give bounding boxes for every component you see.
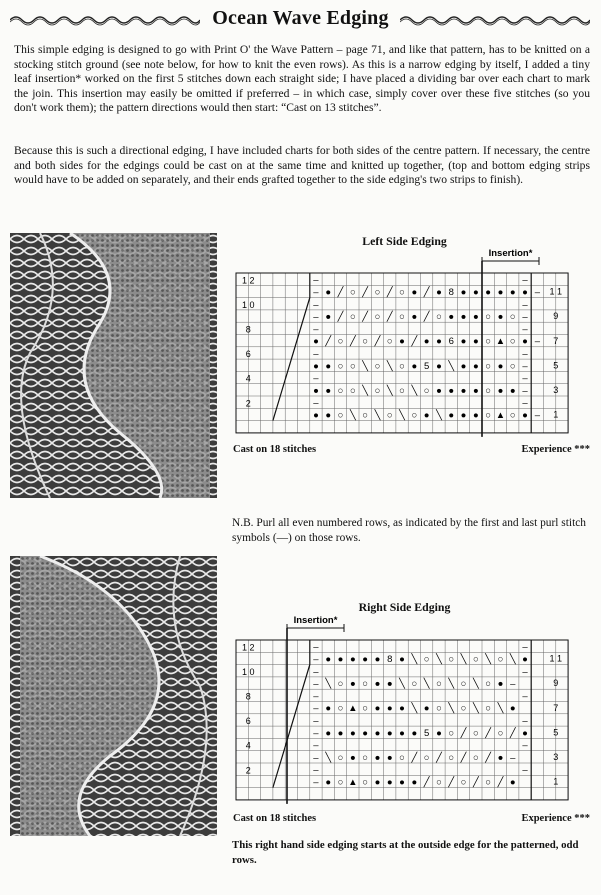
left-purl-symbol: – <box>313 397 319 409</box>
left-stitch-symbol: 6 <box>448 336 454 348</box>
left-stitch-symbol: ╱ <box>386 286 393 298</box>
left-purl-symbol: – <box>313 299 319 311</box>
right-stitch-symbol: ● <box>399 703 405 715</box>
right-purl-symbol: – <box>313 690 319 702</box>
left-stitch-symbol: ● <box>313 385 319 397</box>
lace-photo-left-edging <box>10 233 217 498</box>
right-stitch-symbol: – <box>510 678 516 690</box>
right-row-label-left: 1 2 <box>242 642 255 653</box>
left-row-label-right: 3 <box>553 385 559 395</box>
right-stitch-symbol: ● <box>374 653 381 665</box>
right-stitch-symbol: ○ <box>362 752 369 764</box>
right-purl-symbol: – <box>522 715 528 727</box>
left-stitch-symbol: – <box>534 286 540 298</box>
left-purl-symbol: – <box>313 274 319 286</box>
right-stitch-symbol: ╲ <box>399 678 405 690</box>
left-stitch-symbol: ● <box>460 360 467 372</box>
right-row-label-left: 2 <box>245 765 251 776</box>
right-cast-on-caption: Cast on 18 stitches <box>233 813 317 824</box>
left-stitch-symbol: ● <box>313 409 319 421</box>
right-stitch-symbol: ● <box>522 727 528 739</box>
left-stitch-symbol: – <box>313 286 319 298</box>
left-stitch-symbol: 5 <box>424 360 430 372</box>
left-stitch-symbol: ● <box>436 385 442 397</box>
left-stitch-symbol: ╱ <box>362 286 369 298</box>
left-stitch-symbol: ● <box>313 360 319 372</box>
right-stitch-symbol: ○ <box>337 752 344 764</box>
right-stitch-symbol: ▲ <box>348 776 358 788</box>
left-purl-symbol: – <box>522 323 528 335</box>
left-stitch-symbol: ╱ <box>423 286 430 298</box>
left-stitch-symbol: ● <box>448 311 455 323</box>
left-stitch-symbol: ▲ <box>495 336 506 348</box>
left-stitch-symbol: ● <box>411 286 418 298</box>
right-stitch-symbol: ╲ <box>448 703 455 715</box>
left-row-label-left: 1 0 <box>242 299 255 310</box>
left-stitch-symbol: ● <box>472 336 479 348</box>
left-stitch-symbol: ○ <box>509 360 516 372</box>
left-stitch-symbol: ╱ <box>362 311 369 323</box>
left-stitch-symbol: ● <box>472 311 479 323</box>
right-stitch-symbol: ○ <box>448 727 455 739</box>
left-row-label-right: 5 <box>553 360 559 371</box>
right-stitch-symbol: ○ <box>337 703 344 715</box>
right-stitch-symbol: ● <box>374 703 381 715</box>
right-stitch-symbol: ○ <box>337 678 344 690</box>
left-stitch-symbol: ● <box>423 336 430 348</box>
right-stitch-symbol: ● <box>386 727 393 739</box>
right-stitch-symbol: ● <box>349 653 356 665</box>
left-purl-symbol: – <box>313 348 319 360</box>
left-stitch-symbol: ○ <box>485 311 492 323</box>
left-stitch-symbol: ○ <box>337 409 344 421</box>
right-stitch-symbol: ○ <box>423 752 430 764</box>
left-experience-caption: Experience *** <box>521 444 590 455</box>
second-paragraph: Because this is such a directional edging, I have included charts for both sides of the centre pattern. If necessary, the centre and both sides for the edgings could be cast on at the same time and knitted up together, (top and bottom edging strips would have to be added on separately, and their ends grafted together to the side edging's two strips to finish). <box>14 144 590 187</box>
left-stitch-symbol: ╱ <box>337 311 344 323</box>
left-stitch-symbol: ○ <box>362 336 369 348</box>
left-row-label-left: 8 <box>245 324 251 335</box>
left-row-label-left: 6 <box>245 349 251 360</box>
left-stitch-symbol: ○ <box>485 360 492 372</box>
right-stitch-symbol: ╲ <box>509 653 516 665</box>
left-stitch-symbol: ╱ <box>423 311 430 323</box>
right-stitch-symbol: ● <box>436 727 442 739</box>
right-stitch-symbol: ╱ <box>460 752 467 764</box>
right-stitch-symbol: ● <box>399 653 405 665</box>
right-chart-title: Right Side Edging <box>358 600 451 614</box>
right-stitch-symbol: ╱ <box>423 776 430 788</box>
left-stitch-symbol: ● <box>325 360 332 372</box>
left-stitch-symbol: ╲ <box>374 409 381 421</box>
left-stitch-symbol: ● <box>423 409 430 421</box>
left-stitch-symbol: ○ <box>509 409 516 421</box>
right-stitch-symbol: – <box>313 776 319 788</box>
right-stitch-symbol: ○ <box>362 703 369 715</box>
right-stitch-symbol: ● <box>399 727 405 739</box>
right-experience-caption: Experience *** <box>521 813 590 824</box>
left-knitting-chart <box>232 247 577 443</box>
left-stitch-symbol: ○ <box>399 311 405 323</box>
left-stitch-symbol: – <box>534 409 540 421</box>
left-stitch-symbol: ╱ <box>337 286 344 298</box>
left-stitch-symbol: ○ <box>399 385 405 397</box>
left-stitch-symbol: ○ <box>386 409 393 421</box>
right-stitch-symbol: ● <box>362 653 369 665</box>
left-stitch-symbol: ● <box>497 286 504 298</box>
left-row-label-left: 1 2 <box>242 275 255 286</box>
wave-ornament-right-icon <box>400 14 590 26</box>
left-stitch-symbol: ▲ <box>495 409 506 421</box>
left-stitch-symbol: – <box>522 385 528 397</box>
left-stitch-symbol: ● <box>411 311 418 323</box>
right-stitch-symbol: ● <box>386 703 393 715</box>
right-stitch-symbol: ╱ <box>460 727 467 739</box>
left-row-label-left: 2 <box>245 398 251 409</box>
right-stitch-symbol: ○ <box>337 776 344 788</box>
right-stitch-symbol: ● <box>374 727 381 739</box>
left-purl-symbol: – <box>313 373 319 385</box>
right-stitch-symbol: ● <box>325 703 332 715</box>
right-stitch-symbol: ╲ <box>497 703 504 715</box>
left-stitch-symbol: ● <box>448 385 455 397</box>
left-stitch-symbol: ╱ <box>374 336 381 348</box>
right-purl-symbol: – <box>313 764 319 776</box>
right-stitch-symbol: ○ <box>460 678 467 690</box>
left-stitch-symbol: ╱ <box>411 336 418 348</box>
left-purl-symbol: – <box>522 299 528 311</box>
right-stitch-symbol: 5 <box>424 727 430 739</box>
left-stitch-symbol: ╲ <box>386 385 393 397</box>
right-stitch-symbol: ╱ <box>411 752 418 764</box>
left-stitch-symbol: ● <box>509 385 516 397</box>
right-stitch-symbol: ╱ <box>509 727 516 739</box>
right-purl-symbol: – <box>313 740 319 752</box>
left-row-label-right: 1 1 <box>549 286 563 297</box>
right-stitch-symbol: ● <box>411 776 418 788</box>
right-row-label-left: 4 <box>245 740 251 751</box>
left-stitch-symbol: ╲ <box>411 385 418 397</box>
left-stitch-symbol: ● <box>485 286 492 298</box>
right-stitch-symbol: ╲ <box>325 752 332 764</box>
purl-note: N.B. Purl all even numbered rows, as indicated by the first and last purl stitch symbols (—) on those rows. <box>232 517 586 544</box>
left-stitch-symbol: ○ <box>386 336 393 348</box>
right-stitch-symbol: ○ <box>485 703 492 715</box>
right-stitch-symbol: ○ <box>497 653 504 665</box>
right-stitch-symbol: ╲ <box>472 703 479 715</box>
right-stitch-symbol: ○ <box>399 752 405 764</box>
left-stitch-symbol: ╲ <box>386 360 393 372</box>
right-edge-note: This right hand side edging starts at the outside edge for the patterned, odd rows. <box>232 839 579 866</box>
right-stitch-symbol: ● <box>374 752 381 764</box>
right-stitch-symbol: ● <box>411 727 418 739</box>
left-stitch-symbol: ╱ <box>325 336 332 348</box>
right-stitch-symbol: ○ <box>436 776 442 788</box>
right-purl-symbol: – <box>313 666 319 678</box>
right-stitch-symbol: ○ <box>485 678 492 690</box>
right-stitch-symbol: ╲ <box>485 653 492 665</box>
right-stitch-symbol: 8 <box>387 653 393 665</box>
left-stitch-symbol: ● <box>460 409 467 421</box>
right-stitch-symbol: ╲ <box>411 703 418 715</box>
left-stitch-symbol: – <box>522 311 528 323</box>
left-stitch-symbol: – <box>522 360 528 372</box>
left-stitch-symbol: ○ <box>337 336 344 348</box>
right-stitch-symbol: ● <box>349 752 356 764</box>
left-stitch-symbol: ╲ <box>362 360 369 372</box>
left-stitch-symbol: ╱ <box>386 311 393 323</box>
left-stitch-symbol: ● <box>522 409 528 421</box>
left-stitch-symbol: ○ <box>509 311 516 323</box>
left-stitch-symbol: ○ <box>399 286 405 298</box>
right-stitch-symbol: ○ <box>362 776 369 788</box>
left-stitch-symbol: ● <box>325 311 332 323</box>
left-stitch-symbol: ○ <box>374 385 381 397</box>
right-stitch-symbol: ● <box>509 776 516 788</box>
right-stitch-symbol: ● <box>325 727 332 739</box>
right-stitch-symbol: ○ <box>472 752 479 764</box>
right-stitch-symbol: ● <box>349 727 356 739</box>
right-stitch-symbol: ╲ <box>448 678 455 690</box>
left-chart-title: Left Side Edging <box>362 234 447 248</box>
right-stitch-symbol: ○ <box>436 678 442 690</box>
right-stitch-symbol: ○ <box>460 776 467 788</box>
right-stitch-symbol: – <box>510 752 516 764</box>
left-stitch-symbol: ● <box>448 409 455 421</box>
left-stitch-symbol: ○ <box>374 286 381 298</box>
right-stitch-symbol: ● <box>374 776 381 788</box>
right-stitch-symbol: ○ <box>362 678 369 690</box>
left-stitch-symbol: ● <box>497 360 504 372</box>
right-stitch-symbol: ╲ <box>423 678 430 690</box>
right-stitch-symbol: ● <box>325 653 332 665</box>
left-stitch-symbol: ╱ <box>349 336 356 348</box>
lace-photo-right-edging <box>10 556 217 836</box>
right-insertion-label: Insertion* <box>293 615 338 626</box>
left-stitch-symbol: ○ <box>485 336 492 348</box>
right-knitting-chart <box>232 614 577 810</box>
right-stitch-symbol: ● <box>399 776 405 788</box>
left-stitch-symbol: ● <box>460 385 467 397</box>
right-stitch-symbol: ● <box>325 776 332 788</box>
left-stitch-symbol: ● <box>460 336 467 348</box>
right-stitch-symbol: ● <box>386 776 393 788</box>
left-stitch-symbol: ● <box>436 360 442 372</box>
right-stitch-symbol: ○ <box>460 703 467 715</box>
right-stitch-symbol: ● <box>337 653 344 665</box>
left-stitch-symbol: ╲ <box>362 385 369 397</box>
left-stitch-symbol: ○ <box>337 360 344 372</box>
left-stitch-symbol: ● <box>522 336 528 348</box>
right-purl-symbol: – <box>522 666 528 678</box>
right-stitch-symbol: ○ <box>448 752 455 764</box>
right-stitch-symbol: ○ <box>448 653 455 665</box>
right-stitch-symbol: ○ <box>472 727 479 739</box>
left-insertion-label: Insertion* <box>488 248 533 259</box>
left-cast-on-caption: Cast on 18 stitches <box>233 444 317 455</box>
left-stitch-symbol: ○ <box>374 360 381 372</box>
right-stitch-symbol: ● <box>423 703 430 715</box>
right-stitch-symbol: ╱ <box>485 727 492 739</box>
left-stitch-symbol: ● <box>325 409 332 421</box>
left-stitch-symbol: ● <box>436 286 442 298</box>
left-stitch-symbol: ● <box>436 336 442 348</box>
right-stitch-symbol: ╲ <box>472 678 479 690</box>
left-stitch-symbol: ╲ <box>399 409 405 421</box>
right-stitch-symbol: ● <box>386 678 393 690</box>
right-stitch-symbol: ╱ <box>472 776 479 788</box>
right-stitch-symbol: ○ <box>436 703 442 715</box>
right-purl-symbol: – <box>313 641 319 653</box>
right-stitch-symbol: ○ <box>411 678 418 690</box>
right-stitch-symbol: – <box>313 653 319 665</box>
right-stitch-symbol: ╲ <box>460 653 467 665</box>
left-stitch-symbol: ● <box>472 360 479 372</box>
right-stitch-symbol: ● <box>349 678 356 690</box>
left-stitch-symbol: ○ <box>362 409 369 421</box>
left-stitch-symbol: ╲ <box>448 360 455 372</box>
left-stitch-symbol: ╲ <box>436 409 442 421</box>
left-stitch-symbol: ● <box>313 336 319 348</box>
right-row-label-right: 7 <box>553 702 559 713</box>
left-stitch-symbol: ○ <box>411 409 418 421</box>
right-stitch-symbol: ● <box>362 727 369 739</box>
left-stitch-symbol: ● <box>497 311 504 323</box>
left-stitch-symbol: ● <box>472 286 479 298</box>
left-purl-symbol: – <box>522 397 528 409</box>
right-stitch-symbol: – <box>313 752 319 764</box>
right-row-label-left: 6 <box>245 716 251 727</box>
left-row-label-right: 9 <box>553 311 559 322</box>
left-purl-symbol: – <box>313 323 319 335</box>
left-row-label-right: 7 <box>553 335 559 346</box>
right-stitch-symbol: ○ <box>472 653 479 665</box>
right-row-label-left: 1 0 <box>242 666 255 677</box>
right-stitch-symbol: ╱ <box>436 752 442 764</box>
right-purl-symbol: – <box>522 641 528 653</box>
left-stitch-symbol: ○ <box>349 385 356 397</box>
right-stitch-symbol: ○ <box>423 653 430 665</box>
left-stitch-symbol: – <box>534 336 540 348</box>
left-row-label-right: 1 <box>553 409 559 420</box>
left-stitch-symbol: ● <box>325 385 332 397</box>
right-stitch-symbol: ╲ <box>411 653 418 665</box>
right-purl-symbol: – <box>313 715 319 727</box>
left-stitch-symbol: ● <box>472 409 479 421</box>
right-purl-symbol: – <box>522 690 528 702</box>
right-stitch-symbol: – <box>313 703 319 715</box>
left-stitch-symbol: ○ <box>349 311 356 323</box>
right-stitch-symbol: ○ <box>485 776 492 788</box>
left-stitch-symbol: ○ <box>509 336 516 348</box>
left-stitch-symbol: ● <box>522 286 528 298</box>
right-stitch-symbol: ● <box>497 678 504 690</box>
left-stitch-symbol: ○ <box>399 360 405 372</box>
right-stitch-symbol: ● <box>522 653 528 665</box>
right-stitch-symbol: ● <box>386 752 393 764</box>
intro-paragraph: This simple edging is designed to go with Print O' the Wave Pattern – page 71, and like that pattern, has to be knitted on a stocking stitch ground (see note below, for how to knit the even rows). As this is a narrow edging by itself, I added a tiny leaf insertion* worked on the first 5 stitches down each straight side; I have placed a dividing bar over each chart to mark the join. This insertion may easily be omitted if preferred – in which case, simply cover over these five stitches (so you don't work them); the pattern directions would then start: “Cast on 13 stitches”. <box>14 43 590 115</box>
left-stitch-symbol: ○ <box>374 311 381 323</box>
left-stitch-symbol: ○ <box>485 409 492 421</box>
right-stitch-symbol: – <box>313 727 319 739</box>
right-stitch-symbol: ╲ <box>436 653 442 665</box>
page-header <box>0 4 601 32</box>
left-stitch-symbol: ╲ <box>349 409 356 421</box>
left-stitch-symbol: ● <box>497 385 504 397</box>
right-chart-svg <box>232 614 577 810</box>
left-stitch-symbol: ● <box>472 385 479 397</box>
left-stitch-symbol: ● <box>411 360 418 372</box>
left-stitch-symbol: 8 <box>448 286 454 298</box>
right-stitch-symbol: ╱ <box>485 752 492 764</box>
left-stitch-symbol: ● <box>460 311 467 323</box>
left-stitch-symbol: – <box>313 311 319 323</box>
left-purl-symbol: – <box>522 373 528 385</box>
left-stitch-symbol: ○ <box>423 385 430 397</box>
left-stitch-symbol: ○ <box>349 286 356 298</box>
left-stitch-symbol: ○ <box>337 385 344 397</box>
right-stitch-symbol: ● <box>509 703 516 715</box>
left-chart-svg <box>232 247 577 443</box>
left-stitch-symbol: ● <box>325 286 332 298</box>
right-row-label-left: 8 <box>245 691 251 702</box>
left-stitch-symbol: ○ <box>485 385 492 397</box>
left-row-label-left: 4 <box>245 373 251 384</box>
right-stitch-symbol: ╱ <box>497 776 504 788</box>
right-stitch-symbol: ╲ <box>325 678 332 690</box>
right-row-label-right: 9 <box>553 678 559 689</box>
right-row-label-right: 5 <box>553 727 559 738</box>
right-stitch-symbol: ● <box>497 752 504 764</box>
left-stitch-symbol: ○ <box>349 360 356 372</box>
right-stitch-symbol: ● <box>337 727 344 739</box>
left-stitch-symbol: ● <box>460 286 467 298</box>
right-stitch-symbol: ○ <box>497 727 504 739</box>
right-row-label-right: 3 <box>553 752 559 762</box>
page-title: Ocean Wave Edging <box>212 7 389 29</box>
right-row-label-right: 1 <box>553 776 559 787</box>
right-stitch-symbol: ● <box>374 678 381 690</box>
left-stitch-symbol: ○ <box>436 311 442 323</box>
left-purl-symbol: – <box>522 348 528 360</box>
right-purl-symbol: – <box>522 764 528 776</box>
left-stitch-symbol: ● <box>509 286 516 298</box>
right-purl-symbol: – <box>522 740 528 752</box>
right-stitch-symbol: ▲ <box>348 703 358 715</box>
right-stitch-symbol: – <box>313 678 319 690</box>
left-stitch-symbol: ● <box>399 336 405 348</box>
left-purl-symbol: – <box>522 274 528 286</box>
right-stitch-symbol: ╱ <box>448 776 455 788</box>
right-row-label-right: 1 1 <box>549 653 563 664</box>
